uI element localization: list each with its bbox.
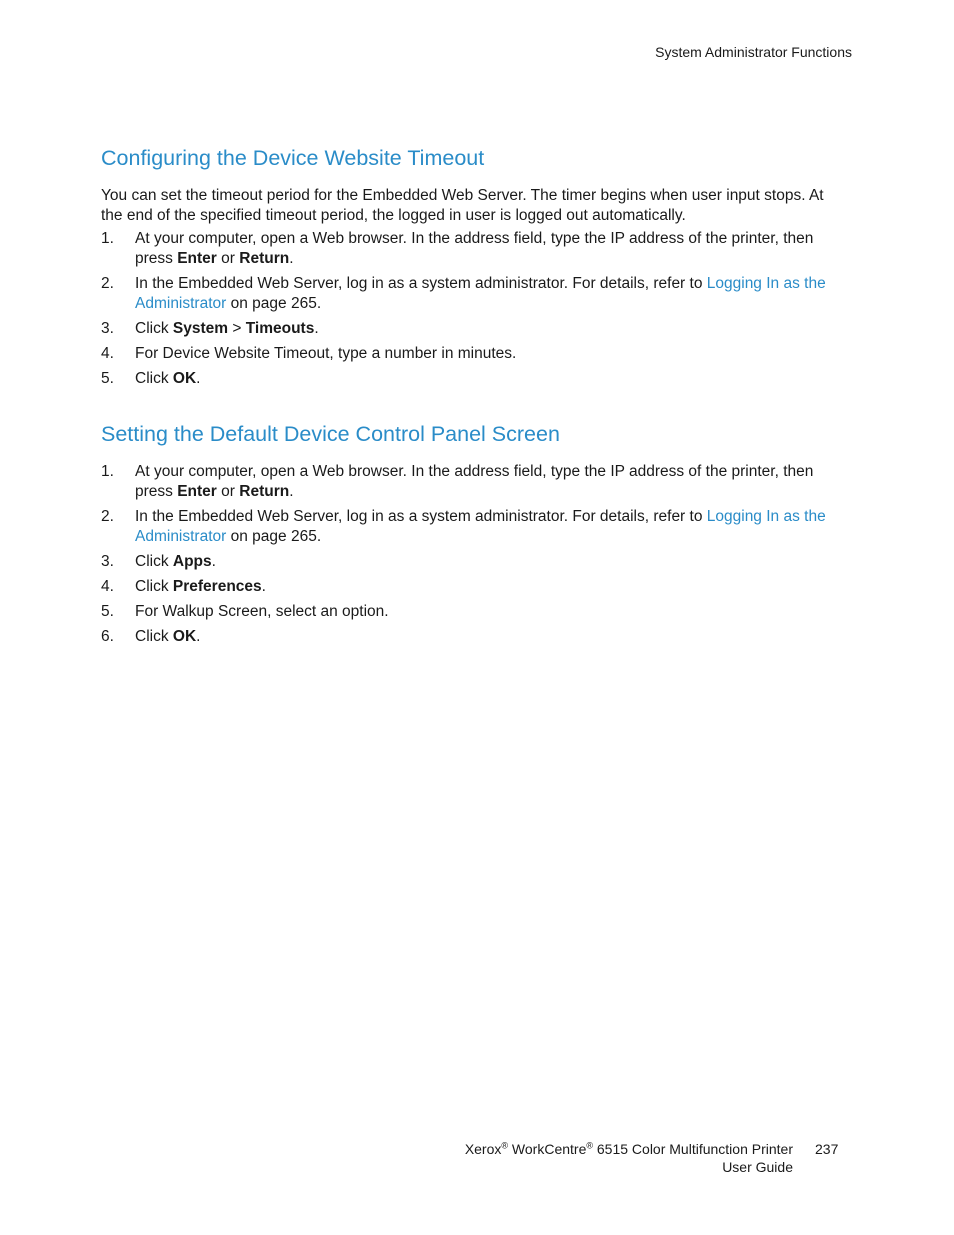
running-header: System Administrator Functions	[655, 44, 852, 60]
section-device-website-timeout	[101, 142, 861, 394]
list-item: 5. Click OK.	[101, 370, 201, 387]
page-footer	[465, 1140, 793, 1176]
list-item: 5. For Walkup Screen, select an option.	[101, 603, 389, 620]
footer-doc-title: User Guide	[722, 1159, 793, 1175]
list-item: 4. For Device Website Timeout, type a number in minutes.	[101, 345, 517, 362]
logging-in-link[interactable]: Logging In as the Administrator	[135, 508, 826, 545]
list-item: 6. Click OK.	[101, 628, 201, 645]
list-item: 3. Click System > Timeouts.	[101, 320, 319, 337]
list-item: 4. Click Preferences.	[101, 578, 266, 595]
footer-product-line: Xerox® WorkCentre® 6515 Color Multifunction Printer	[464, 1140, 793, 1157]
logging-in-link[interactable]: Logging In as the Administrator	[135, 275, 826, 312]
list-item: 1. At your computer, open a Web browser. In the address field, type the IP address of the printer, then press Enter or Return.	[101, 463, 814, 500]
list-item: 3. Click Apps.	[101, 553, 216, 570]
section-title: Setting the Default Device Control Panel Screen	[101, 422, 560, 446]
steps-list	[101, 229, 861, 389]
section-intro: You can set the timeout period for the Embedded Web Server. The timer begins when user input stops. At the end of the specified timeout period, the logged in user is logged out automatically.	[101, 187, 824, 224]
section-title: Configuring the Device Website Timeout	[101, 146, 485, 170]
steps-list	[101, 462, 861, 647]
list-item: 2. In the Embedded Web Server, log in as a system administrator. For details, refer to Logging In as the Administrator on page 265.	[101, 508, 826, 545]
list-item: 1. At your computer, open a Web browser. In the address field, type the IP address of the printer, then press Enter or Return.	[101, 230, 814, 267]
page-number: 237	[815, 1141, 839, 1157]
section-default-control-panel-screen	[101, 418, 861, 652]
list-item: 2. In the Embedded Web Server, log in as a system administrator. For details, refer to Logging In as the Administrator on page 265.	[101, 275, 826, 312]
